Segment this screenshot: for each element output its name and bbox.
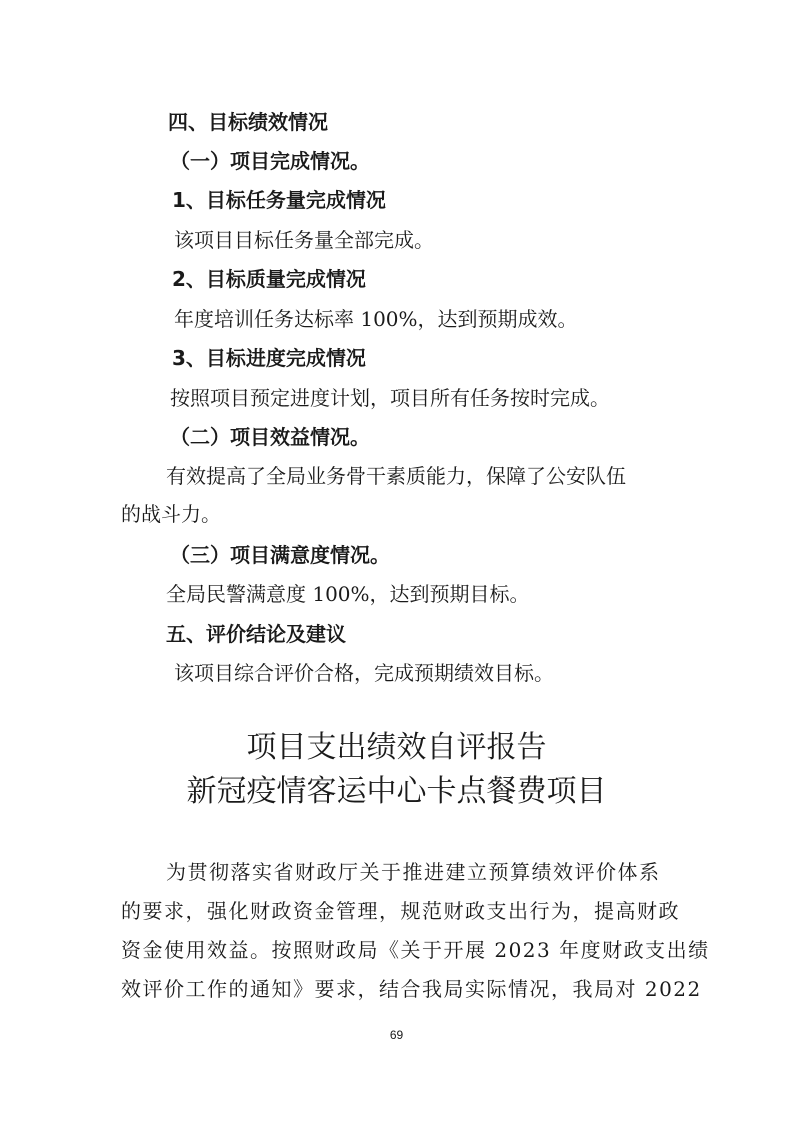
section4-heading: 四、目标绩效情况 bbox=[168, 110, 328, 134]
item1-title: 1、目标任务量完成情况 bbox=[172, 188, 386, 212]
subheading-project-benefit: （二）项目效益情况。 bbox=[170, 425, 370, 449]
subheading-project-completion: （一）项目完成情况。 bbox=[170, 149, 370, 173]
report-title-line2: 新冠疫情客运中心卡点餐费项目 bbox=[186, 774, 607, 809]
benefit-text-line2: 的战斗力。 bbox=[121, 502, 221, 526]
report-title-line1: 项目支出绩效自评报告 bbox=[246, 730, 547, 765]
item2-title: 2、目标质量完成情况 bbox=[172, 267, 366, 291]
report-paragraph-line1: 为贯彻落实省财政厅关于推进建立预算绩效评价体系 bbox=[166, 860, 661, 884]
item3-title: 3、目标进度完成情况 bbox=[172, 346, 366, 370]
section5-heading: 五、评价结论及建议 bbox=[166, 622, 346, 646]
benefit-text-line1: 有效提高了全局业务骨干素质能力，保障了公安队伍 bbox=[166, 464, 626, 488]
report-paragraph-line2: 的要求，强化财政资金管理，规范财政支出行为，提高财政 bbox=[121, 899, 680, 923]
satisfaction-text: 全局民警满意度 100%，达到预期目标。 bbox=[166, 582, 530, 606]
subheading-satisfaction: （三）项目满意度情况。 bbox=[170, 543, 390, 567]
item1-text: 该项目目标任务量全部完成。 bbox=[174, 228, 434, 252]
item3-text: 按照项目预定进度计划，项目所有任务按时完成。 bbox=[170, 386, 610, 410]
item2-text: 年度培训任务达标率 100%，达到预期成效。 bbox=[174, 307, 578, 331]
report-paragraph-line3: 资金使用效益。按照财政局《关于开展 2023 年度财政支出绩 bbox=[121, 938, 710, 962]
report-paragraph-line4: 效评价工作的通知》要求，结合我局实际情况，我局对 2022 bbox=[121, 977, 702, 1001]
page-number: 69 bbox=[389, 1028, 404, 1042]
section5-text: 该项目综合评价合格，完成预期绩效目标。 bbox=[174, 661, 554, 685]
